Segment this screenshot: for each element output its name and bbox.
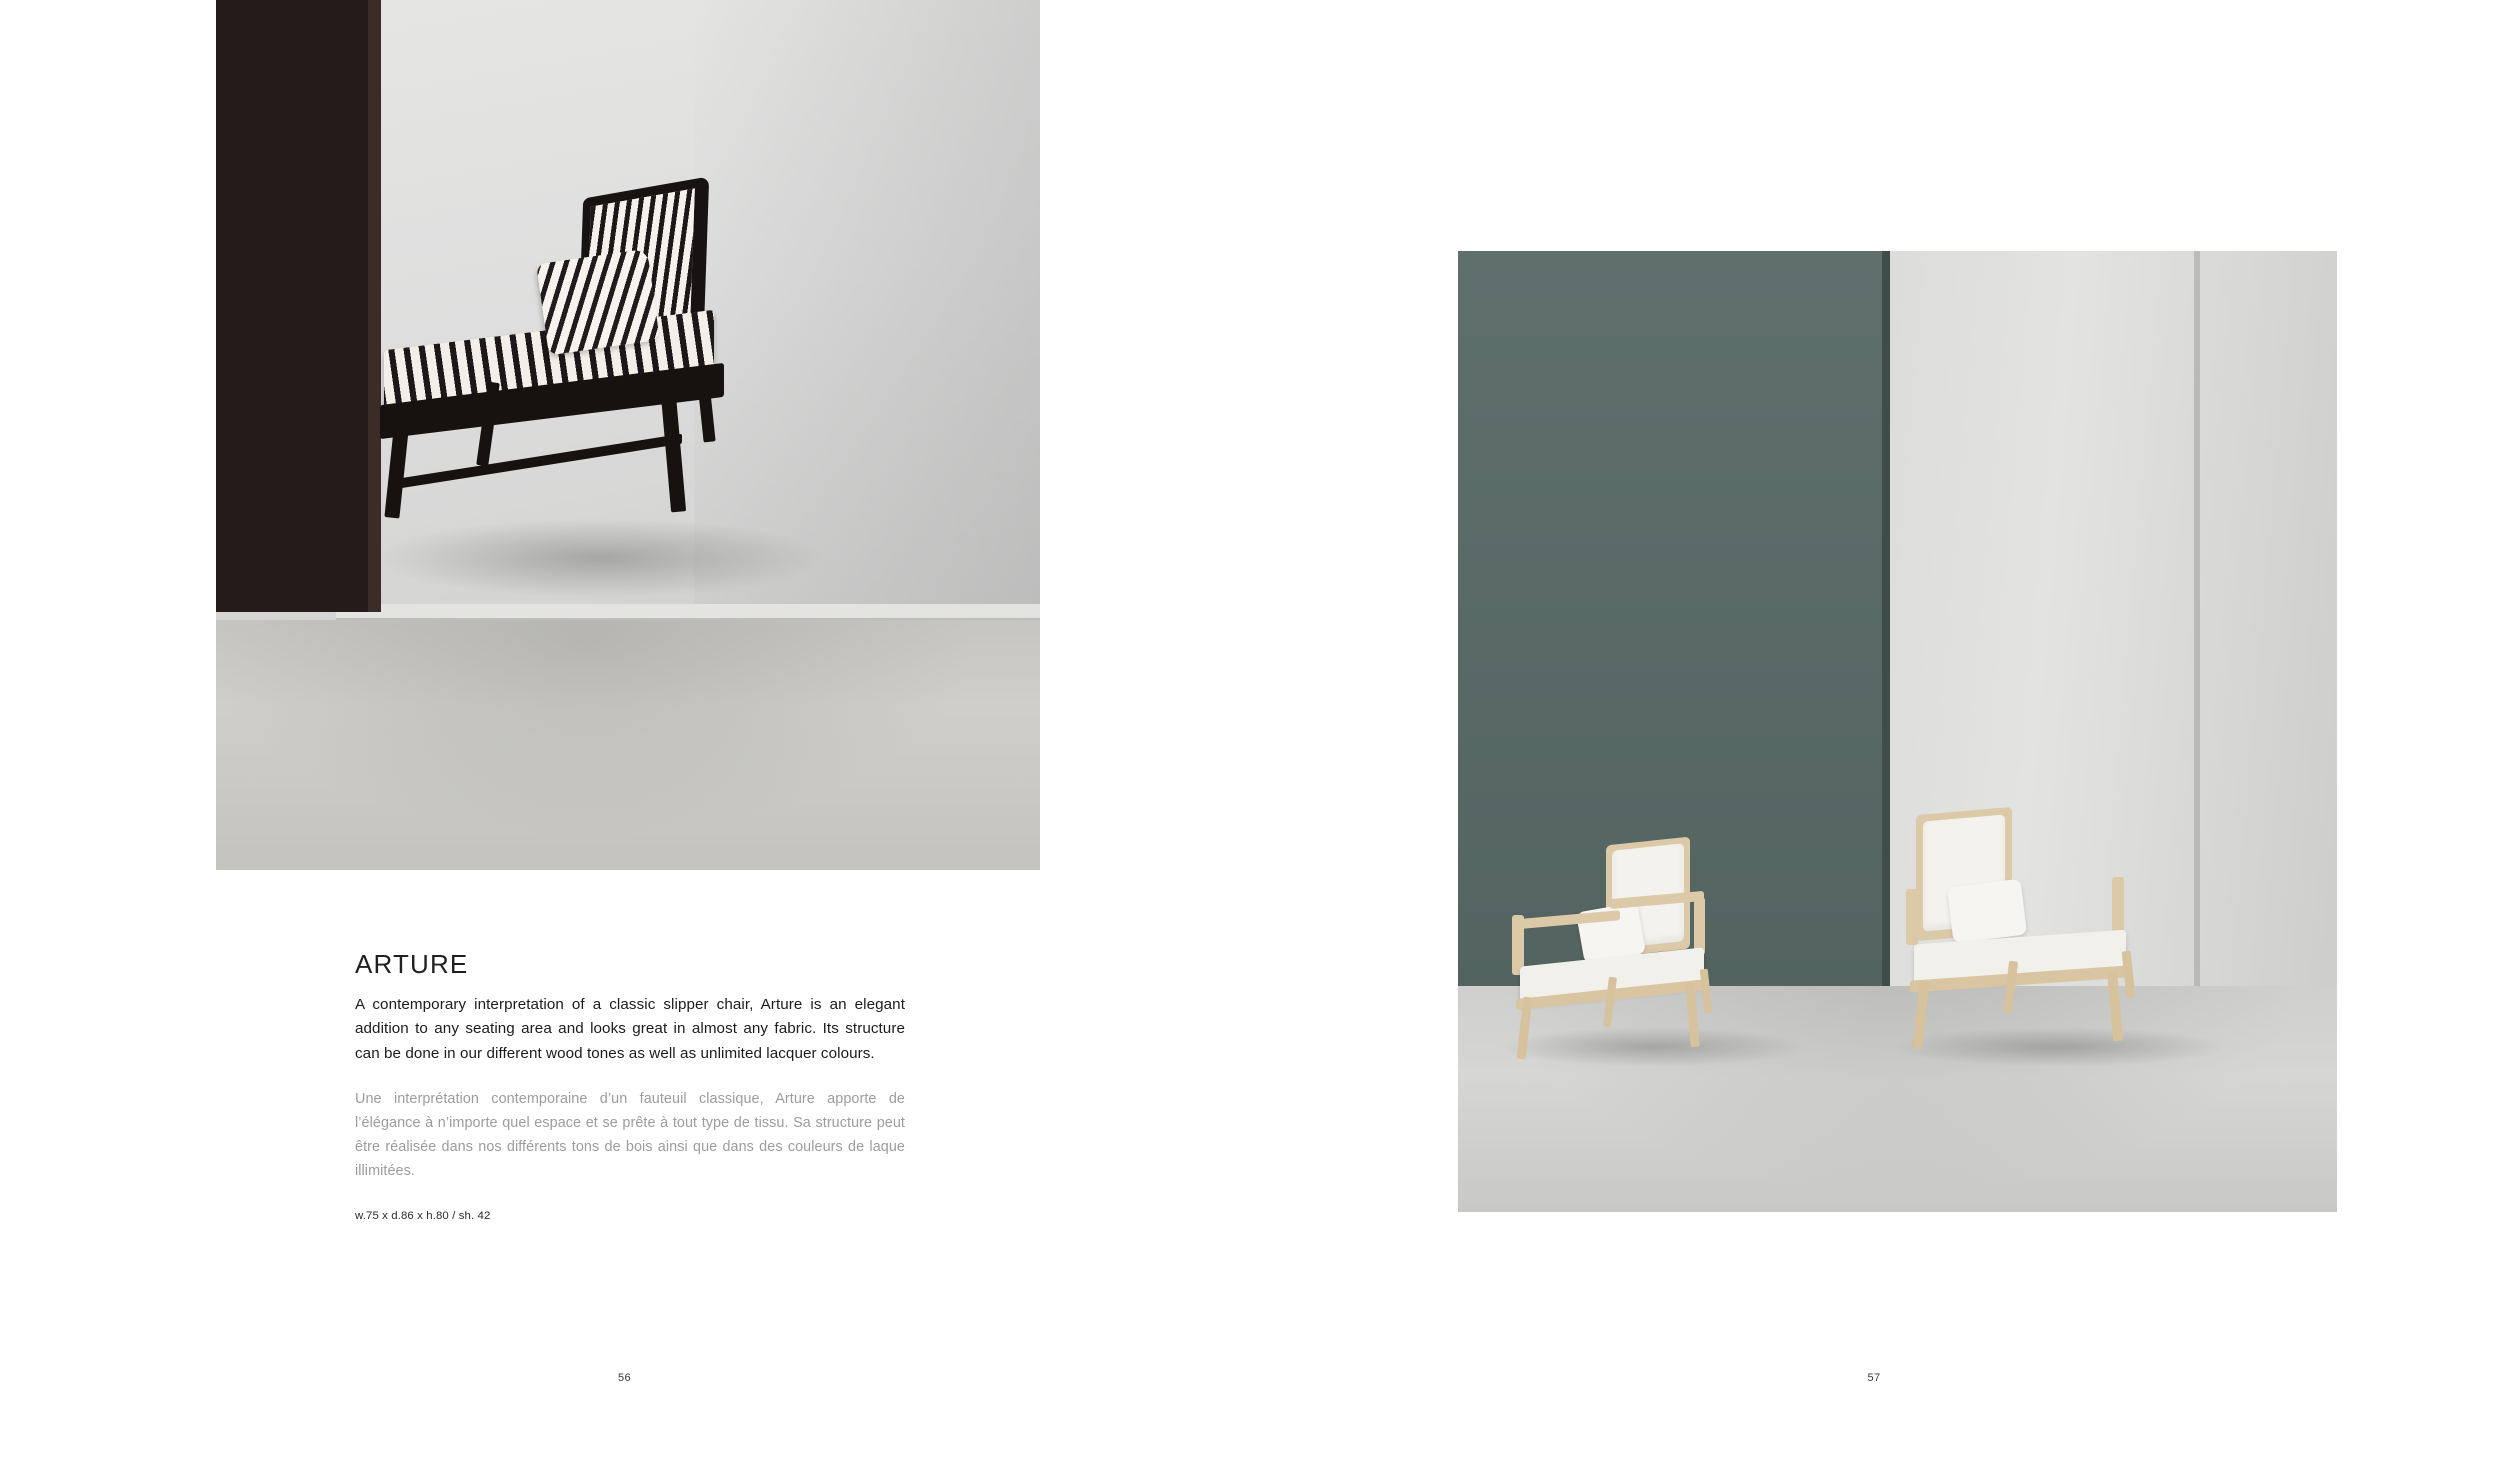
oak-armchair-right bbox=[1888, 811, 2228, 1061]
page-number-right: 57 bbox=[1867, 1372, 1881, 1384]
description-english: A contemporary interpretation of a classic slipper chair, Arture is an elegant addition to any seating area and looks great in almost any fabric. Its structure can be done in our different wood tones as well as unlimited lacquer colours. bbox=[355, 995, 905, 1062]
photo-dark-panel bbox=[216, 0, 381, 612]
right-page bbox=[1249, 0, 2499, 1462]
page-number-left: 56 bbox=[618, 1372, 631, 1384]
product-photo-zebra-chair bbox=[216, 0, 1040, 870]
chair-leg-front-right bbox=[661, 394, 686, 513]
chair-floor-shadow bbox=[1498, 1027, 1808, 1067]
product-text-block bbox=[355, 950, 905, 1222]
page-title: ARTURE bbox=[355, 949, 469, 979]
chair-arm-left bbox=[1906, 889, 1918, 945]
chair-arm-right bbox=[1694, 897, 1705, 955]
chair-floor-shadow bbox=[1888, 1027, 2228, 1067]
zebra-slipper-chair bbox=[366, 188, 826, 638]
chair-throw-pillow bbox=[1947, 879, 2027, 944]
chair-arm-right bbox=[2112, 877, 2124, 935]
chair-floor-shadow bbox=[376, 518, 826, 598]
description-french: Une interprétation contemporaine d’un fauteuil classique, Arture apporte de l’élégance à n’importe quel espace et se prête à tout type de tissu. Sa structure peut être réalisée dans nos différents tons de bois ainsi que dans des couleurs de laque illimitées. bbox=[355, 1091, 905, 1180]
product-dimensions: w.75 x d.86 x h.80 / sh. 42 bbox=[355, 1210, 491, 1223]
left-page bbox=[0, 0, 1249, 1462]
chair-leg-back-right bbox=[2122, 951, 2136, 998]
product-photo-oak-chairs bbox=[1458, 251, 2337, 1212]
chair-stretcher bbox=[400, 434, 682, 489]
oak-armchair-left bbox=[1498, 841, 1808, 1061]
chair-leg-back-right bbox=[1700, 969, 1713, 1014]
photo-floor-shadow bbox=[216, 620, 1040, 870]
chair-cushion bbox=[536, 249, 660, 356]
